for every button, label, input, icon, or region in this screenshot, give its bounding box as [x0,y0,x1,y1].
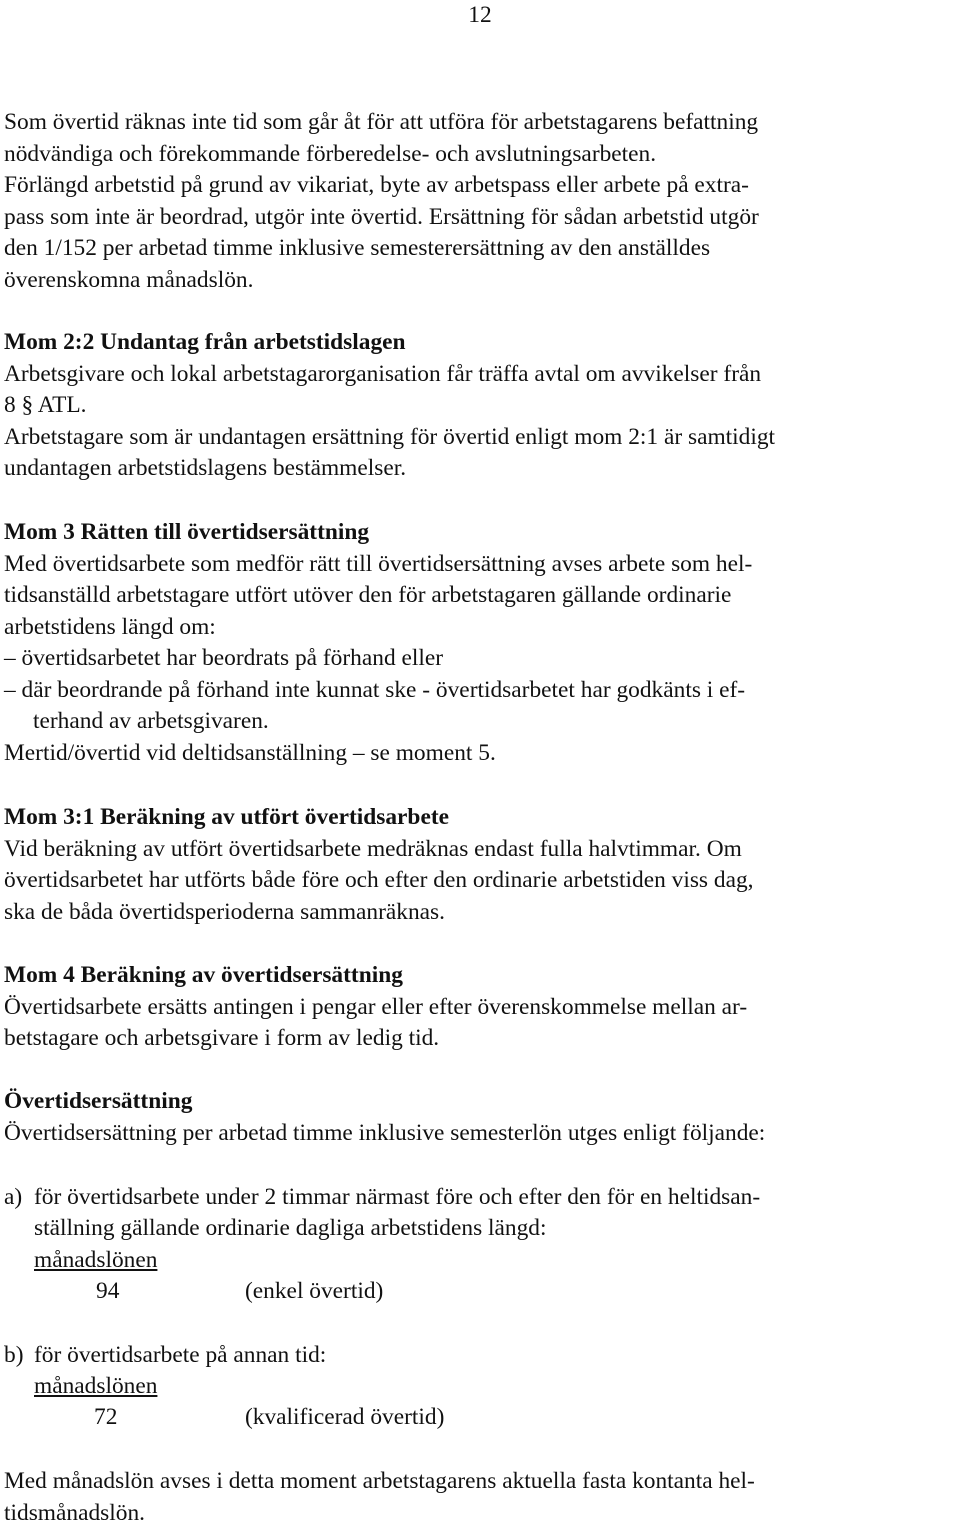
text-line: Med månadslön avses i detta moment arbetstagarens aktuella fasta kontanta hel- [4,1466,755,1498]
item-a-note: (enkel övertid) [245,1276,383,1308]
text-line: Med övertidsarbete som medför rätt till övertidsersättning avses arbete som hel- [4,549,752,581]
section-overtidsersattning [4,1086,765,1149]
paragraph-overtime-definition [4,107,759,296]
text-line: Mertid/övertid vid deltidsanställning – se moment 5. [4,738,752,770]
item-a-numerator: månadslönen [34,1245,157,1277]
text-line: tidsmånadslön. [4,1498,755,1529]
item-b-denominator: 72 [94,1402,117,1434]
section-heading: Mom 3 Rätten till övertidsersättning [4,517,752,549]
text-line: pass som inte är beordrad, utgör inte övertid. Ersättning för sådan arbetstid utgör [4,202,759,234]
text-line: undantagen arbetstidslagens bestämmelser. [4,453,775,485]
item-a-label: a) [4,1182,22,1214]
item-a-line: ställning gällande ordinarie dagliga arbetstidens längd: [34,1213,547,1245]
page-number: 12 [0,0,960,32]
text-line: 8 § ATL. [4,390,775,422]
text-line: överenskomna månadslön. [4,265,759,297]
list-item-continuation: terhand av arbetsgivaren. [4,706,752,738]
section-mom-3 [4,517,752,769]
item-a-denominator: 94 [96,1276,119,1308]
text-line: Vid beräkning av utfört övertidsarbete medräknas endast fulla halvtimmar. Om [4,834,754,866]
item-b-label: b) [4,1340,24,1372]
item-b-note: (kvalificerad övertid) [245,1402,444,1434]
section-heading: Mom 4 Beräkning av övertidsersättning [4,960,747,992]
text-line: betstagare och arbetsgivare i form av ledig tid. [4,1023,747,1055]
item-a-line: för övertidsarbete under 2 timmar närmast före och efter den för en heltidsan- [34,1182,760,1214]
text-line: arbetstidens längd om: [4,612,752,644]
section-heading: Övertidsersättning [4,1086,765,1118]
section-mom-3-1 [4,802,754,928]
section-mom-4 [4,960,747,1055]
text-line: den 1/152 per arbetad timme inklusive semesterersättning av den anställdes [4,233,759,265]
text-line: övertidsarbetet har utförts både före och efter den ordinarie arbetstiden viss dag, [4,865,754,897]
text-line: Förlängd arbetstid på grund av vikariat, byte av arbetspass eller arbete på extra- [4,170,759,202]
list-item: – övertidsarbetet har beordrats på förhand eller [4,643,752,675]
text-line: Övertidsarbete ersätts antingen i pengar eller efter överenskommelse mellan ar- [4,992,747,1024]
text-line: Som övertid räknas inte tid som går åt för att utföra för arbetstagarens befattning [4,107,759,139]
section-heading: Mom 2:2 Undantag från arbetstidslagen [4,327,775,359]
text-line: Övertidsersättning per arbetad timme inklusive semesterlön utges enligt följande: [4,1118,765,1150]
section-heading: Mom 3:1 Beräkning av utfört övertidsarbete [4,802,754,834]
item-b-line: för övertidsarbete på annan tid: [34,1340,326,1372]
text-line: ska de båda övertidsperioderna sammanräknas. [4,897,754,929]
text-line: tidsanställd arbetstagare utfört utöver den för arbetstagaren gällande ordinarie [4,580,752,612]
list-item: – där beordrande på förhand inte kunnat ske - övertidsarbetet har godkänts i ef- [4,675,752,707]
text-line: Arbetsgivare och lokal arbetstagarorganisation får träffa avtal om avvikelser från [4,359,775,391]
text-line: nödvändiga och förekommande förberedelse- och avslutningsarbeten. [4,139,759,171]
section-mom-2-2 [4,327,775,485]
paragraph-monthly-salary [4,1466,755,1529]
text-line: Arbetstagare som är undantagen ersättning för övertid enligt mom 2:1 är samtidigt [4,422,775,454]
item-b-numerator: månadslönen [34,1371,157,1403]
